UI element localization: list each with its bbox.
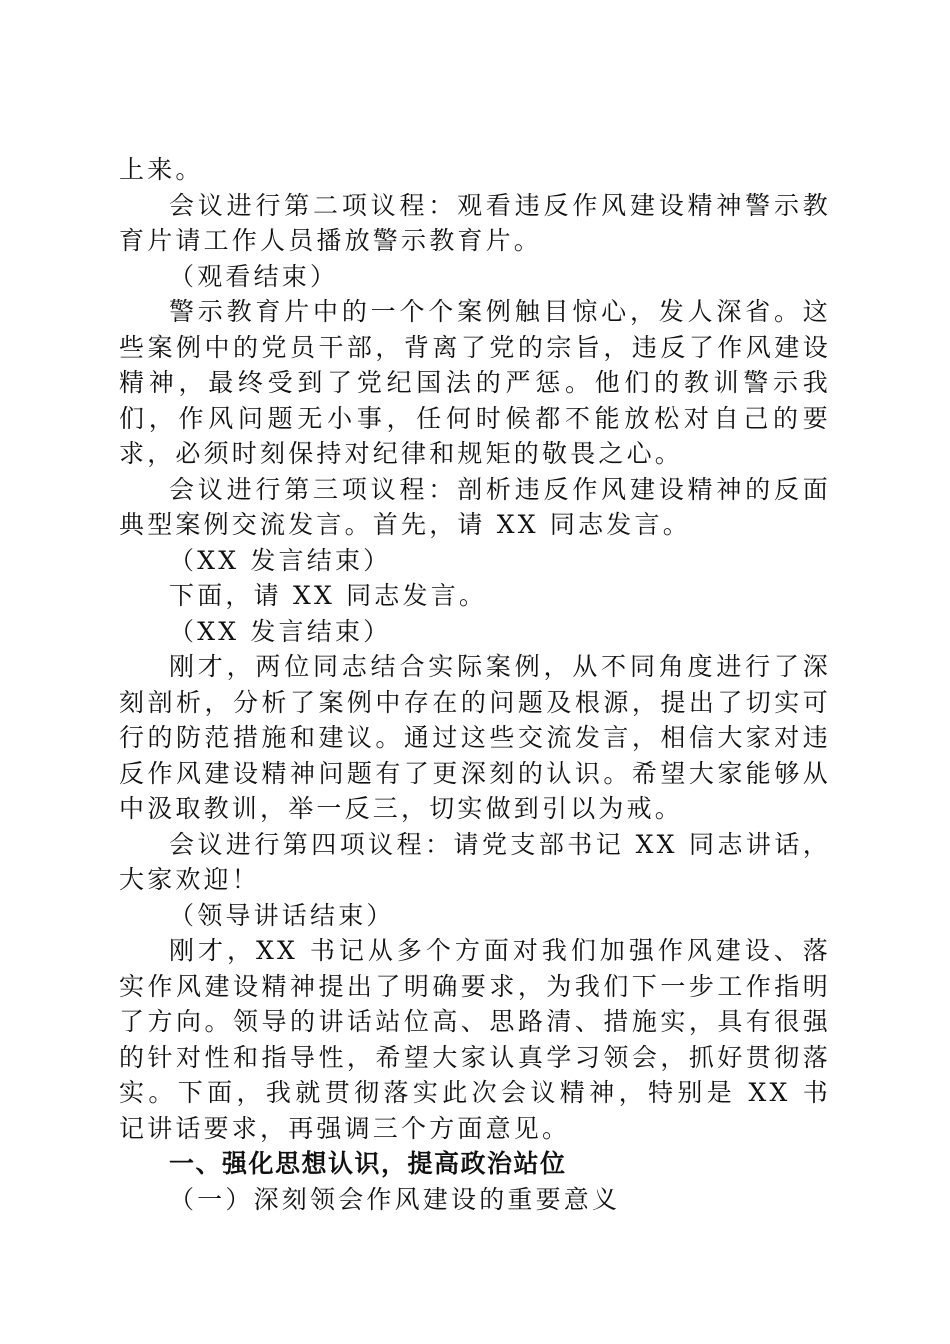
stage-note-speech-ended-1: （XX 发言结束）	[169, 545, 392, 575]
stage-note-speech-ended-2: （XX 发言结束）	[169, 616, 392, 646]
section-heading-1: 一、强化思想认识，提高政治站位	[169, 1149, 567, 1178]
stage-note-leader-speech-ended: （领导讲话结束）	[169, 900, 395, 930]
paragraph-agenda-item-3: 会议进行第三项议程：剖析违反作风建设精神的反面典型案例交流发言。首先，请 XX 同志发言。	[119, 474, 831, 539]
paragraph-agenda-item-2: 会议进行第二项议程：观看违反作风建设精神警示教育片请工作人员播放警示教育片。	[119, 190, 831, 255]
document-page	[119, 152, 831, 1217]
paragraph-continuation: 上来。	[119, 155, 204, 184]
paragraph-leader-speech-summary: 刚才，XX 书记从多个方面对我们加强作风建设、落实作风建设精神提出了明确要求，为我们下一步工作指明了方向。领导的讲话站位高、思路清、措施实，具有很强的针对性和指导性，希望大家认真学习领会，抓好贯彻落实。下面，我就贯彻落实此次会议精神，特别是 XX 书记讲话要求，再强调三个方面意见。	[119, 936, 831, 1143]
paragraph-exchange-summary: 刚才，两位同志结合实际案例，从不同角度进行了深刻剖析，分析了案例中存在的问题及根源，提出了切实可行的防范措施和建议。通过这些交流发言，相信大家对违反作风建设精神问题有了更深刻的认识。希望大家能够从中汲取教训，举一反三，切实做到引以为戒。	[119, 652, 831, 823]
paragraph-next-speaker: 下面，请 XX 同志发言。	[169, 581, 488, 610]
stage-note-viewing-ended: （观看结束）	[169, 261, 339, 291]
subsection-heading-1: （一）深刻领会作风建设的重要意义	[169, 1184, 621, 1214]
paragraph-warning-video-summary: 警示教育片中的一个个案例触目惊心，发人深省。这些案例中的党员干部，背离了党的宗旨，违反了作风建设精神，最终受到了党纪国法的严惩。他们的教训警示我们，作风问题无小事，任何时候都不能放松对自己的要求，必须时刻保持对纪律和规矩的敬畏之心。	[119, 297, 831, 468]
paragraph-agenda-item-4: 会议进行第四项议程：请党支部书记 XX 同志讲话，大家欢迎！	[119, 829, 831, 894]
